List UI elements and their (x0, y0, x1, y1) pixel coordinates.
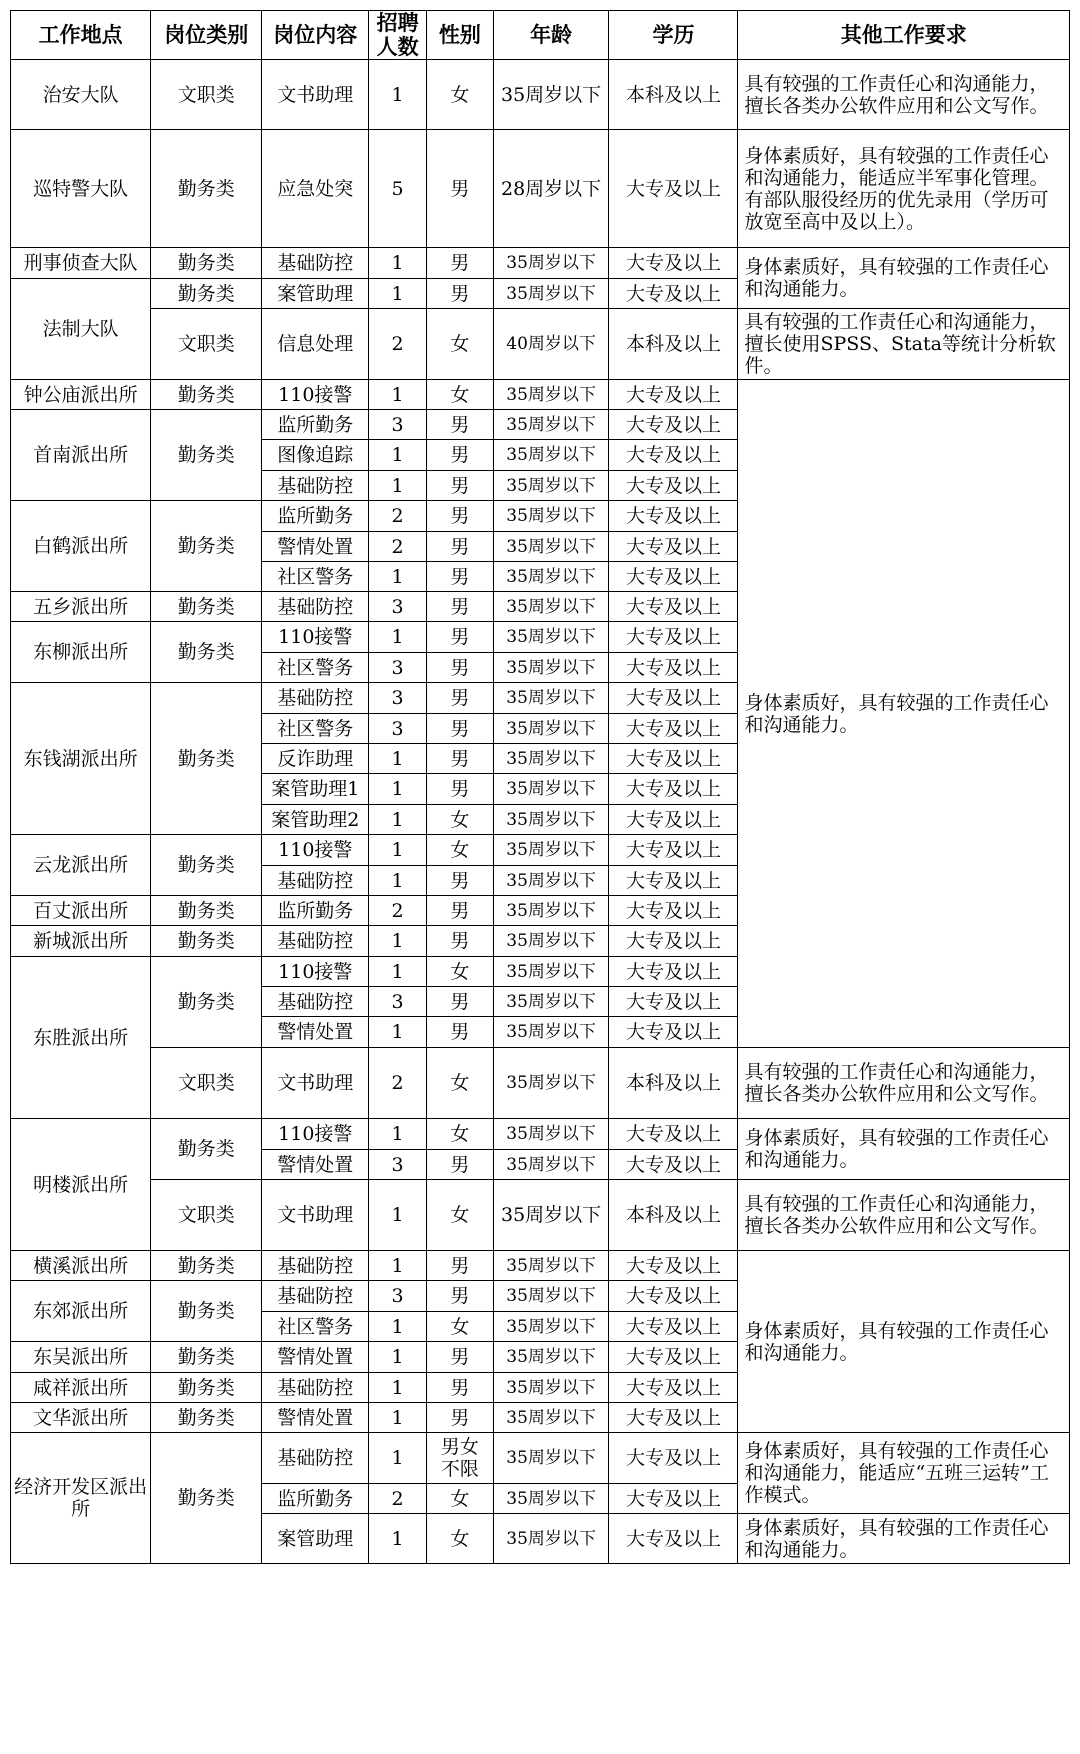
age-cell: 35周岁以下 (493, 896, 609, 926)
gender-cell: 男 (427, 501, 494, 532)
table-row (11, 130, 1070, 248)
gender-cell: 男 (427, 1251, 494, 1281)
location-cell: 云龙派出所 (11, 835, 151, 896)
requirement-cell: 身体素质好，具有较强的工作责任心和沟通能力。 (738, 248, 1070, 309)
job-cell: 警情处置 (262, 532, 369, 562)
table-row (11, 1251, 1070, 1281)
age-cell: 28周岁以下 (493, 130, 609, 248)
category-cell: 勤务类 (151, 683, 262, 835)
age-cell: 35周岁以下 (493, 60, 609, 130)
job-cell: 社区警务 (262, 653, 369, 683)
education-cell: 大专及以上 (609, 1017, 738, 1048)
job-cell: 基础防控 (262, 1373, 369, 1403)
location-cell: 新城派出所 (11, 926, 151, 957)
age-cell: 35周岁以下 (493, 380, 609, 410)
education-cell: 大专及以上 (609, 744, 738, 774)
category-cell: 文职类 (151, 309, 262, 380)
category-cell: 文职类 (151, 1048, 262, 1119)
education-cell: 大专及以上 (609, 866, 738, 896)
requirement-cell: 身体素质好，具有较强的工作责任心和沟通能力，能适应“五班三运转”工作模式。 (738, 1433, 1070, 1514)
requirement-cell: 身体素质好，具有较强的工作责任心和沟通能力。 (738, 380, 1070, 1048)
age-cell: 35周岁以下 (493, 248, 609, 279)
gender-cell: 女 (427, 805, 494, 835)
gender-cell: 女 (427, 1514, 494, 1564)
age-cell: 35周岁以下 (493, 532, 609, 562)
gender-cell: 男 (427, 774, 494, 805)
header-cell: 性别 (427, 11, 494, 60)
job-cell: 警情处置 (262, 1342, 369, 1373)
count-cell: 3 (369, 653, 427, 683)
requirement-cell: 身体素质好，具有较强的工作责任心和沟通能力。 (738, 1119, 1070, 1180)
gender-cell: 男 (427, 714, 494, 744)
education-cell: 大专及以上 (609, 957, 738, 987)
age-cell: 35周岁以下 (493, 1180, 609, 1251)
age-cell: 35周岁以下 (493, 714, 609, 744)
education-cell: 本科及以上 (609, 60, 738, 130)
education-cell: 大专及以上 (609, 1281, 738, 1312)
count-cell: 1 (369, 622, 427, 653)
education-cell: 大专及以上 (609, 501, 738, 532)
table-row (11, 1180, 1070, 1251)
education-cell: 大专及以上 (609, 1484, 738, 1514)
education-cell: 大专及以上 (609, 683, 738, 714)
category-cell: 勤务类 (151, 501, 262, 592)
gender-cell: 男 (427, 744, 494, 774)
gender-cell: 男 (427, 279, 494, 309)
gender-cell: 女 (427, 835, 494, 866)
age-cell: 35周岁以下 (493, 1342, 609, 1373)
job-cell: 图像追踪 (262, 440, 369, 471)
education-cell: 大专及以上 (609, 440, 738, 471)
education-cell: 大专及以上 (609, 1312, 738, 1342)
gender-cell: 男 (427, 926, 494, 957)
age-cell: 35周岁以下 (493, 774, 609, 805)
job-cell: 案管助理1 (262, 774, 369, 805)
gender-cell: 女 (427, 60, 494, 130)
category-cell: 勤务类 (151, 957, 262, 1048)
age-cell: 35周岁以下 (493, 926, 609, 957)
gender-cell: 男 (427, 592, 494, 622)
education-cell: 大专及以上 (609, 1514, 738, 1564)
education-cell: 大专及以上 (609, 835, 738, 866)
requirement-cell: 具有较强的工作责任心和沟通能力，擅长各类办公软件应用和公文写作。 (738, 1180, 1070, 1251)
job-cell: 监所勤务 (262, 896, 369, 926)
job-cell: 文书助理 (262, 1048, 369, 1119)
count-cell: 1 (369, 440, 427, 471)
job-cell: 监所勤务 (262, 1484, 369, 1514)
age-cell: 35周岁以下 (493, 279, 609, 309)
count-cell: 3 (369, 1150, 427, 1180)
job-cell: 基础防控 (262, 866, 369, 896)
category-cell: 勤务类 (151, 380, 262, 410)
age-cell: 35周岁以下 (493, 1150, 609, 1180)
count-cell: 1 (369, 1119, 427, 1150)
count-cell: 2 (369, 1484, 427, 1514)
requirement-cell: 具有较强的工作责任心和沟通能力，擅长各类办公软件应用和公文写作。 (738, 60, 1070, 130)
requirement-cell: 身体素质好，具有较强的工作责任心和沟通能力。 (738, 1251, 1070, 1433)
gender-cell: 女 (427, 1048, 494, 1119)
job-cell: 案管助理 (262, 1514, 369, 1564)
education-cell: 大专及以上 (609, 1433, 738, 1484)
age-cell: 35周岁以下 (493, 683, 609, 714)
gender-cell: 男 (427, 622, 494, 653)
recruitment-table (10, 10, 1070, 1564)
education-cell: 大专及以上 (609, 562, 738, 592)
count-cell: 1 (369, 380, 427, 410)
gender-cell: 男 (427, 1342, 494, 1373)
age-cell: 35周岁以下 (493, 410, 609, 440)
job-cell: 社区警务 (262, 714, 369, 744)
location-cell: 钟公庙派出所 (11, 380, 151, 410)
education-cell: 大专及以上 (609, 1342, 738, 1373)
education-cell: 大专及以上 (609, 279, 738, 309)
age-cell: 35周岁以下 (493, 1281, 609, 1312)
age-cell: 35周岁以下 (493, 1403, 609, 1433)
header-cell: 招聘人数 (369, 11, 427, 60)
count-cell: 1 (369, 866, 427, 896)
gender-cell: 男 (427, 1373, 494, 1403)
count-cell: 1 (369, 248, 427, 279)
age-cell: 35周岁以下 (493, 622, 609, 653)
education-cell: 大专及以上 (609, 1251, 738, 1281)
header-cell: 学历 (609, 11, 738, 60)
category-cell: 勤务类 (151, 410, 262, 501)
job-cell: 基础防控 (262, 248, 369, 279)
count-cell: 1 (369, 744, 427, 774)
category-cell: 勤务类 (151, 592, 262, 622)
education-cell: 本科及以上 (609, 1048, 738, 1119)
location-cell: 东胜派出所 (11, 957, 151, 1119)
location-cell: 文华派出所 (11, 1403, 151, 1433)
gender-cell: 女 (427, 957, 494, 987)
header-row (11, 11, 1070, 60)
location-cell: 白鹤派出所 (11, 501, 151, 592)
education-cell: 大专及以上 (609, 653, 738, 683)
recruitment-table-container (10, 10, 1070, 1564)
job-cell: 信息处理 (262, 309, 369, 380)
category-cell: 勤务类 (151, 1251, 262, 1281)
gender-cell: 男 (427, 471, 494, 501)
education-cell: 大专及以上 (609, 248, 738, 279)
job-cell: 基础防控 (262, 592, 369, 622)
age-cell: 35周岁以下 (493, 1119, 609, 1150)
count-cell: 2 (369, 309, 427, 380)
education-cell: 大专及以上 (609, 926, 738, 957)
job-cell: 110接警 (262, 622, 369, 653)
age-cell: 35周岁以下 (493, 866, 609, 896)
location-cell: 五乡派出所 (11, 592, 151, 622)
gender-cell: 男 (427, 440, 494, 471)
category-cell: 勤务类 (151, 1281, 262, 1342)
education-cell: 大专及以上 (609, 896, 738, 926)
gender-cell: 男 (427, 1017, 494, 1048)
job-cell: 基础防控 (262, 471, 369, 501)
count-cell: 3 (369, 987, 427, 1017)
count-cell: 1 (369, 835, 427, 866)
count-cell: 5 (369, 130, 427, 248)
job-cell: 监所勤务 (262, 410, 369, 440)
education-cell: 大专及以上 (609, 532, 738, 562)
count-cell: 2 (369, 896, 427, 926)
job-cell: 110接警 (262, 1119, 369, 1150)
gender-cell: 男 (427, 130, 494, 248)
count-cell: 1 (369, 1180, 427, 1251)
count-cell: 1 (369, 1017, 427, 1048)
header-cell: 岗位类别 (151, 11, 262, 60)
job-cell: 110接警 (262, 380, 369, 410)
education-cell: 大专及以上 (609, 471, 738, 501)
location-cell: 东柳派出所 (11, 622, 151, 683)
gender-cell: 男 (427, 653, 494, 683)
job-cell: 基础防控 (262, 683, 369, 714)
gender-cell: 女 (427, 380, 494, 410)
age-cell: 35周岁以下 (493, 1514, 609, 1564)
gender-cell: 男 (427, 866, 494, 896)
location-cell: 横溪派出所 (11, 1251, 151, 1281)
education-cell: 大专及以上 (609, 410, 738, 440)
count-cell: 1 (369, 1403, 427, 1433)
education-cell: 大专及以上 (609, 714, 738, 744)
count-cell: 1 (369, 805, 427, 835)
education-cell: 大专及以上 (609, 592, 738, 622)
requirement-text: 有部队服役经历的优先录用（学历可放宽至高中及以上）。 (744, 188, 1049, 233)
table-row (11, 1048, 1070, 1119)
age-cell: 35周岁以下 (493, 1312, 609, 1342)
location-cell: 百丈派出所 (11, 896, 151, 926)
gender-cell: 男女不限 (427, 1433, 494, 1484)
location-cell: 刑事侦查大队 (11, 248, 151, 279)
gender-cell: 男 (427, 562, 494, 592)
category-cell: 勤务类 (151, 279, 262, 309)
header-cell: 其他工作要求 (738, 11, 1070, 60)
location-cell: 首南派出所 (11, 410, 151, 501)
job-cell: 社区警务 (262, 562, 369, 592)
count-cell: 2 (369, 501, 427, 532)
location-cell: 东钱湖派出所 (11, 683, 151, 835)
job-cell: 警情处置 (262, 1150, 369, 1180)
gender-cell: 女 (427, 309, 494, 380)
count-cell: 1 (369, 471, 427, 501)
count-cell: 1 (369, 279, 427, 309)
age-cell: 35周岁以下 (493, 1373, 609, 1403)
category-cell: 勤务类 (151, 1403, 262, 1433)
category-cell: 勤务类 (151, 1373, 262, 1403)
category-cell: 勤务类 (151, 896, 262, 926)
job-cell: 基础防控 (262, 1281, 369, 1312)
job-cell: 应急处突 (262, 130, 369, 248)
location-cell: 治安大队 (11, 60, 151, 130)
age-cell: 35周岁以下 (493, 592, 609, 622)
category-cell: 勤务类 (151, 1433, 262, 1564)
gender-cell: 女 (427, 1484, 494, 1514)
job-cell: 警情处置 (262, 1403, 369, 1433)
header-cell: 岗位内容 (262, 11, 369, 60)
count-cell: 3 (369, 1281, 427, 1312)
job-cell: 基础防控 (262, 926, 369, 957)
gender-cell: 男 (427, 248, 494, 279)
table-row (11, 60, 1070, 130)
age-cell: 35周岁以下 (493, 805, 609, 835)
job-cell: 监所勤务 (262, 501, 369, 532)
count-cell: 1 (369, 1312, 427, 1342)
requirement-text: 身体素质好，具有较强的工作责任心和沟通能力，能适应半军事化管理。 (744, 144, 1049, 189)
education-cell: 大专及以上 (609, 774, 738, 805)
category-cell: 勤务类 (151, 835, 262, 896)
category-cell: 勤务类 (151, 130, 262, 248)
age-cell: 35周岁以下 (493, 471, 609, 501)
gender-cell: 男 (427, 896, 494, 926)
education-cell: 本科及以上 (609, 309, 738, 380)
count-cell: 1 (369, 1514, 427, 1564)
job-cell: 110接警 (262, 957, 369, 987)
education-cell: 大专及以上 (609, 622, 738, 653)
education-cell: 大专及以上 (609, 805, 738, 835)
education-cell: 本科及以上 (609, 1180, 738, 1251)
count-cell: 1 (369, 957, 427, 987)
requirement-cell: 身体素质好，具有较强的工作责任心和沟通能力。 (738, 1514, 1070, 1564)
location-cell: 巡特警大队 (11, 130, 151, 248)
gender-cell: 男 (427, 683, 494, 714)
location-cell: 咸祥派出所 (11, 1373, 151, 1403)
job-cell: 文书助理 (262, 1180, 369, 1251)
category-cell: 文职类 (151, 1180, 262, 1251)
job-cell: 社区警务 (262, 1312, 369, 1342)
category-cell: 勤务类 (151, 1119, 262, 1180)
count-cell: 2 (369, 532, 427, 562)
age-cell: 35周岁以下 (493, 835, 609, 866)
education-cell: 大专及以上 (609, 1150, 738, 1180)
category-cell: 文职类 (151, 60, 262, 130)
table-row (11, 1433, 1070, 1484)
gender-cell: 男 (427, 1403, 494, 1433)
job-cell: 文书助理 (262, 60, 369, 130)
count-cell: 1 (369, 1251, 427, 1281)
job-cell: 基础防控 (262, 1251, 369, 1281)
age-cell: 35周岁以下 (493, 1048, 609, 1119)
job-cell: 警情处置 (262, 1017, 369, 1048)
age-cell: 35周岁以下 (493, 1433, 609, 1484)
category-cell: 勤务类 (151, 248, 262, 279)
education-cell: 大专及以上 (609, 1403, 738, 1433)
age-cell: 35周岁以下 (493, 744, 609, 774)
count-cell: 3 (369, 592, 427, 622)
age-cell: 35周岁以下 (493, 987, 609, 1017)
age-cell: 35周岁以下 (493, 653, 609, 683)
education-cell: 大专及以上 (609, 987, 738, 1017)
age-cell: 35周岁以下 (493, 440, 609, 471)
table-row (11, 309, 1070, 380)
count-cell: 1 (369, 562, 427, 592)
count-cell: 3 (369, 410, 427, 440)
gender-cell: 男 (427, 532, 494, 562)
gender-cell: 男 (427, 1281, 494, 1312)
table-row (11, 248, 1070, 279)
count-cell: 2 (369, 1048, 427, 1119)
age-cell: 35周岁以下 (493, 562, 609, 592)
location-cell: 法制大队 (11, 279, 151, 380)
count-cell: 1 (369, 926, 427, 957)
age-cell: 35周岁以下 (493, 1017, 609, 1048)
job-cell: 110接警 (262, 835, 369, 866)
category-cell: 勤务类 (151, 622, 262, 683)
location-cell: 明楼派出所 (11, 1119, 151, 1251)
gender-cell: 女 (427, 1180, 494, 1251)
job-cell: 案管助理 (262, 279, 369, 309)
job-cell: 基础防控 (262, 987, 369, 1017)
job-cell: 反诈助理 (262, 744, 369, 774)
gender-cell: 男 (427, 410, 494, 440)
count-cell: 3 (369, 683, 427, 714)
age-cell: 35周岁以下 (493, 501, 609, 532)
age-cell: 35周岁以下 (493, 1251, 609, 1281)
education-cell: 大专及以上 (609, 380, 738, 410)
location-cell: 东郊派出所 (11, 1281, 151, 1342)
requirement-cell: 具有较强的工作责任心和沟通能力，擅长使用SPSS、Stata等统计分析软件。 (738, 309, 1070, 380)
count-cell: 1 (369, 1373, 427, 1403)
requirement-cell (738, 130, 1070, 248)
gender-cell: 男 (427, 1150, 494, 1180)
count-cell: 1 (369, 774, 427, 805)
table-row (11, 380, 1070, 410)
age-cell: 40周岁以下 (493, 309, 609, 380)
count-cell: 1 (369, 1342, 427, 1373)
education-cell: 大专及以上 (609, 130, 738, 248)
gender-cell: 女 (427, 1119, 494, 1150)
header-cell: 工作地点 (11, 11, 151, 60)
age-cell: 35周岁以下 (493, 957, 609, 987)
education-cell: 大专及以上 (609, 1119, 738, 1150)
gender-cell: 女 (427, 1312, 494, 1342)
header-cell: 年龄 (493, 11, 609, 60)
age-cell: 35周岁以下 (493, 1484, 609, 1514)
job-cell: 案管助理2 (262, 805, 369, 835)
count-cell: 1 (369, 1433, 427, 1484)
education-cell: 大专及以上 (609, 1373, 738, 1403)
count-cell: 3 (369, 714, 427, 744)
requirement-cell: 具有较强的工作责任心和沟通能力，擅长各类办公软件应用和公文写作。 (738, 1048, 1070, 1119)
location-cell: 经济开发区派出所 (11, 1433, 151, 1564)
job-cell: 基础防控 (262, 1433, 369, 1484)
gender-cell: 男 (427, 987, 494, 1017)
count-cell: 1 (369, 60, 427, 130)
table-row (11, 1119, 1070, 1150)
category-cell: 勤务类 (151, 1342, 262, 1373)
category-cell: 勤务类 (151, 926, 262, 957)
location-cell: 东吴派出所 (11, 1342, 151, 1373)
